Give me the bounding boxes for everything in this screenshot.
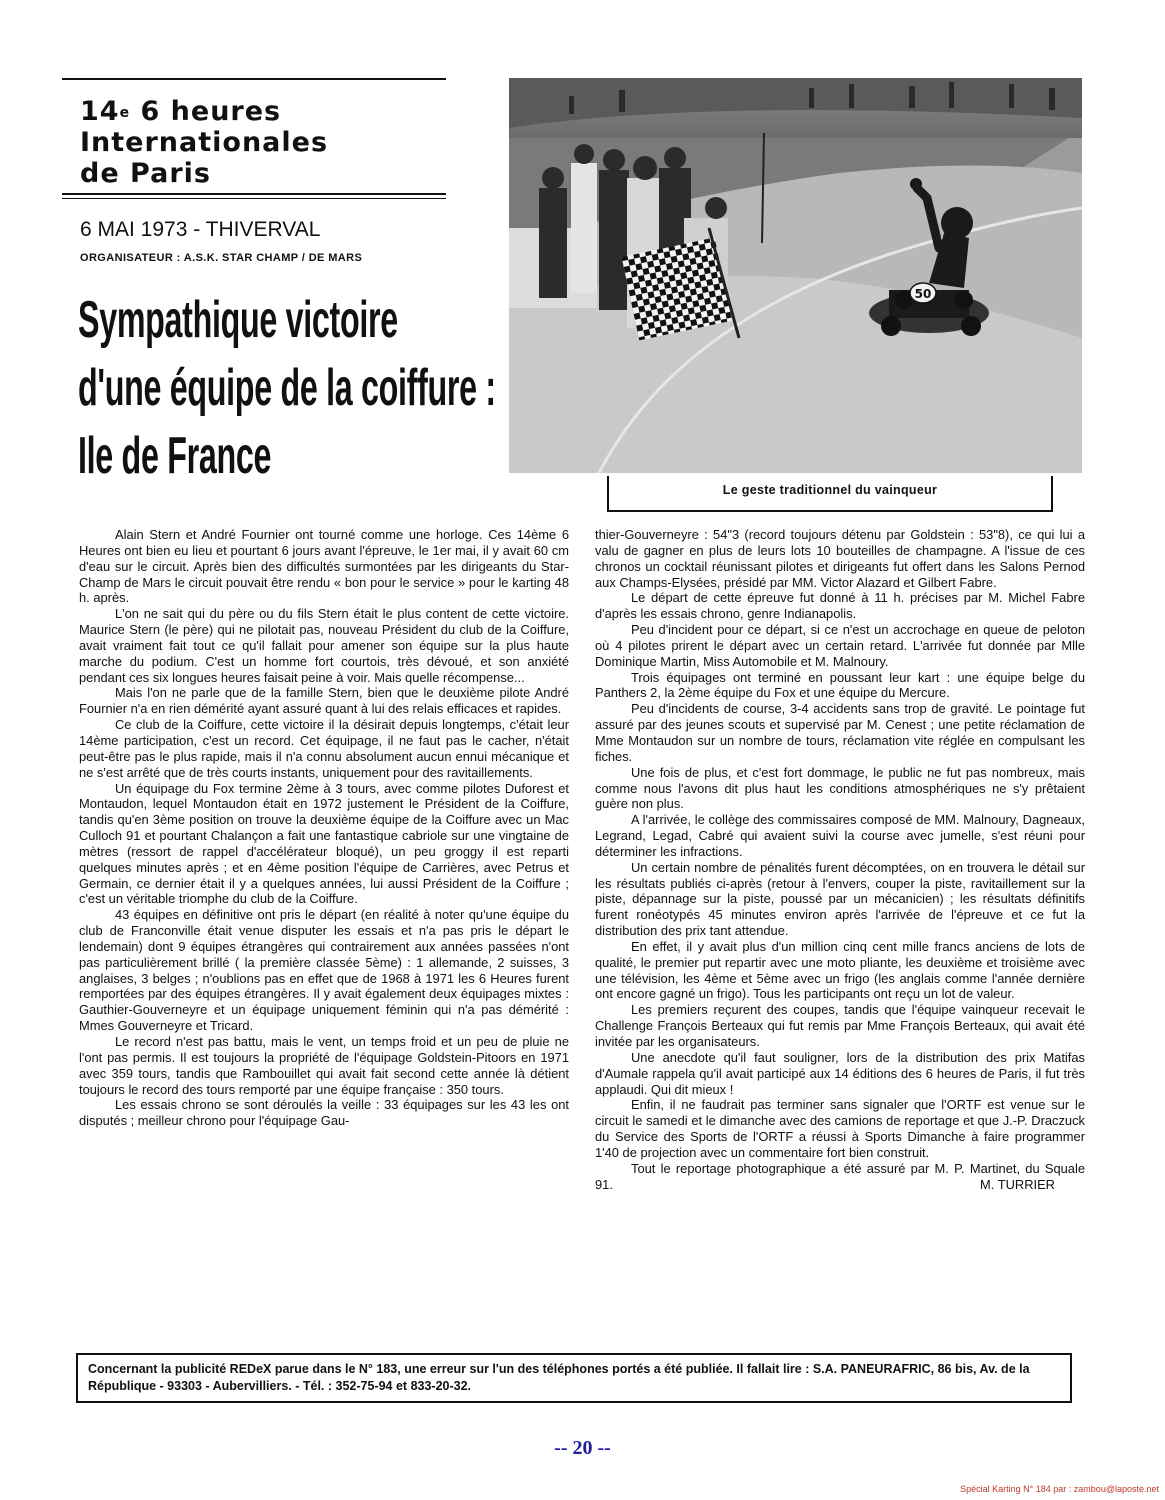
title-rule [62,193,446,195]
headline [78,286,518,490]
paragraph: Enfin, il ne faudrait pas terminer sans signaler que l'ORTF est venue sur le circuit le samedi et le dimanche avec des camions de reportage et que J.-P. Draczuck du Service des Sports de l'ORTF a réussi à Sports Dimanche à faire programmer 1'40 de projection avec un commentaire fort bien construit. [595,1097,1085,1160]
page-number: -- 20 -- [554,1437,611,1459]
headline-line2: d'une équipe de la coiffure : [78,359,496,417]
paragraph: En effet, il y avait plus d'un million cinq cent mille francs anciens de lots de qualité, le premier put repartir avec une moto pliante, les deuxième et troisième avec une télévision, les 4ème et 5ème avec un frigo (les anglais comme l'année dernière ont encore gagné un frigo). Tous les participants ont reçu un lot de valeur. [595,938,1085,1002]
event-date: 6 MAI 1973 - THIVERVAL [80,218,321,241]
paragraph: Le record n'est pas battu, mais le vent, un temps froid et un peu de pluie ne l'ont pas permis. Il est toujours la propriété de l'équipage Goldstein-Pitoors en 1971 avec 359 tours, tandis que Rambouillet qui avait fait second cette année là détient toujours le record des tours remporté par une équipe française : 350 tours. [79,1034,569,1097]
top-rule [62,78,446,80]
paragraph: Un certain nombre de pénalités furent décomptées, on en trouvera le détail sur les résultats publiés ci-après (retour à l'envers, couper la piste, ravitaillement sur la piste, dépannage sur la piste, poussé par un mécanicien) ; les résultats définitifs furent ronéotypés 45 minutes environ après l'arrivée de l'épreuve et ce fut la distribution des prix tant attendue. [595,859,1085,939]
event-title-line1: 14e 6 heures [80,96,282,127]
kart-number: 50 [914,287,932,301]
photo-caption: Le geste traditionnel du vainqueur [722,483,938,497]
headline-line3: Ile de France [78,427,272,485]
paragraph: Peu d'incident pour ce départ, si ce n'est un accrochage en queue de peloton où 4 pilotes prirent le départ avec un certain retard. L'arrivée fut donnée par Mlle Dominique Martin, Miss Automobile et M. Malnoury. [595,622,1085,669]
paragraph: Les premiers reçurent des coupes, tandis que l'équipe vainqueur recevait le Challenge François Berteaux qui fut remis par Mme François Berteaux, qui avait été invitée par les organisateurs. [595,1002,1085,1049]
article-column-right [595,527,1085,1192]
event-title [80,96,430,189]
paragraph: Mais l'on ne parle que de la famille Stern, bien que le deuxième pilote André Fournier n'a en rien démérité ayant assuré quant à lui des relais efficaces et rapides. [79,685,569,717]
paragraph: Une fois de plus, et c'est fort dommage, le public ne fut pas nombreux, mais comme nous l'avons dit plus haut les conditions atmosphériques ne s'y prêtaient guère non plus. [595,764,1085,812]
paragraph: Un équipage du Fox termine 2ème à 3 tours, avec comme pilotes Duforest et Montaudon, lequel Montaudon était en 1972 justement le Président de la Coiffure, tandis qu'en 3ème position on trouve la deuxième équipe de la Coiffure avec un Mac Culloch 91 et pourtant Chalançon a fait une fantastique cabriole sur une vingtaine de mètres (ressort de rappel d'accélérateur bloqué), un peu groggy il est reparti quelques minutes après ; et en 4ème position l'équipe de Carrières, avec Petrus et Germain, ce dernier était il y a quelques années, lui aussi Président de la Coiffure ; c'est un véritable triomphe du club de la Coiffure. [79,780,569,907]
footer-credit: Spécial Karting N° 184 par : zambou@laposte.net [960,1484,1159,1494]
paragraph: Trois équipages ont terminé en poussant leur kart : une équipe belge du Panthers 2, la 2ème équipe du Fox et une équipe du Mercure. [595,669,1085,701]
paragraph: Les essais chrono se sont déroulés la veille : 33 équipages sur les 43 les ont disputés ; meilleur chrono pour l'équipage Gau- [79,1097,569,1129]
paragraph: Le départ de cette épreuve fut donné à 11 h. précises par M. Michel Fabre d'après les essais chrono, genre Indianapolis. [595,590,1085,622]
event-title-line2: Internationales [80,127,329,158]
title-rule-thin [62,198,446,199]
paragraph-continued: thier-Gouverneyre : 54"3 (record toujours détenu par Goldstein : 53"8), ce qui lui a valu de gagner en plus de leurs lots 10 bouteilles de champagne. A l'issue de ces chronos un cocktail réunissant pilotes et dirigeants fut offert dans les Salons Pernod aux Champs-Elysées, présidé par MM. Victor Alazard et Gilbert Fabre. [595,527,1085,590]
photo-caption-box [607,476,1053,512]
paragraph: Peu d'incidents de course, 3-4 accidents sans trop de gravité. Le pointage fut assuré par des jeunes scouts et supervisé par M. Cenest ; une petite réclamation de Mme Montaudon sur un nombre de tours, réclamation vite réglée en compulsant les fiches. [595,701,1085,764]
paragraph: Ce club de la Coiffure, cette victoire il la désirait depuis longtemps, c'était leur 14ème participation, c'est un record. Cet équipage, il ne faut pas le cacher, n'était peut-être pas le plus rapide, mais il n'a connu absolument aucun ennui mécanique et ne s'est arrêté que de très courts instants, uniquement pour des ravitaillements. [79,717,569,780]
paragraph: Tout le reportage photographique a été assuré par M. P. Martinet, du Squale 91. [595,1160,1085,1192]
paragraph: Une anecdote qu'il faut souligner, lors de la distribution des prix Matifas d'Aumale rappela qu'il avait participé aux 14 éditions des 6 heures de Paris, il fut très applaudi. Qui dit mieux ! [595,1049,1085,1097]
paragraph: 43 équipes en définitive ont pris le départ (en réalité à noter qu'une équipe du club de Franconville était venue disputer les essais et n'a pas pris le départ le lendemain) dont 9 équipes étrangères qui contrairement aux années passées n'ont pas particulièrement brillé ( la première classée 5ème) : 1 allemande, 2 suisses, 3 anglaises, 3 belges ; n'oublions pas en effet que de 1968 à 1971 les 6 Heures furent remportées par des équipes étrangères. Il y avait également deux équipages mixtes : Gauthier-Gouverneyre et un équipage uniquement féminin qui n'a pas démérité : Mmes Gouverneyre et Tricard. [79,907,569,1034]
paragraph: L'on ne sait qui du père ou du fils Stern était le plus content de cette victoire. Maurice Stern (le père) qui ne pilotait pas, nouveau Président du club de la Coiffure, avait vraiment fait tout ce qu'il fallait pour amener son équipe sur la plus haute marche du podium. C'est un homme fort courtois, très dévoué, et son anxiété pendant ces six longues heures faisait peine à voir. Mais quelle récompense... [79,606,569,685]
paragraph: A l'arrivée, le collège des commissaires composé de MM. Malnoury, Dagneaux, Legrand, Legad, Cabré qui avaient suivi la course avec jumelle, s'est réuni pour déterminer les infractions. [595,812,1085,859]
race-photo [509,78,1082,473]
organiser: ORGANISATEUR : A.S.K. STAR CHAMP / DE MARS [80,252,363,264]
paragraph: Alain Stern et André Fournier ont tourné comme une horloge. Ces 14ème 6 Heures ont bien eu lieu et pourtant 6 jours avant l'épreuve, le 1er mai, il y avait 60 cm d'eau sur le circuit. Après bien des difficultés surmontées par les dirigeants du Star-Champ de Mars le circuit pouvait être rendu « bon pour le service » pour le karting 48 h. après. [79,527,569,606]
author-signature: M. TURRIER [980,1176,1055,1192]
article-column-left [79,527,569,1129]
correction-notice: Concernant la publicité REDeX parue dans le N° 183, une erreur sur l'un des téléphones portés a été publiée. Il fallait lire : S.A. PANEURAFRIC, 86 bis, Av. de la République - 93303 - Aubervilliers. - Tél. : 352-75-94 et 833-20-32. [76,1353,1072,1403]
event-title-line3: de Paris [80,158,211,189]
headline-line1: Sympathique victoire [78,291,398,349]
